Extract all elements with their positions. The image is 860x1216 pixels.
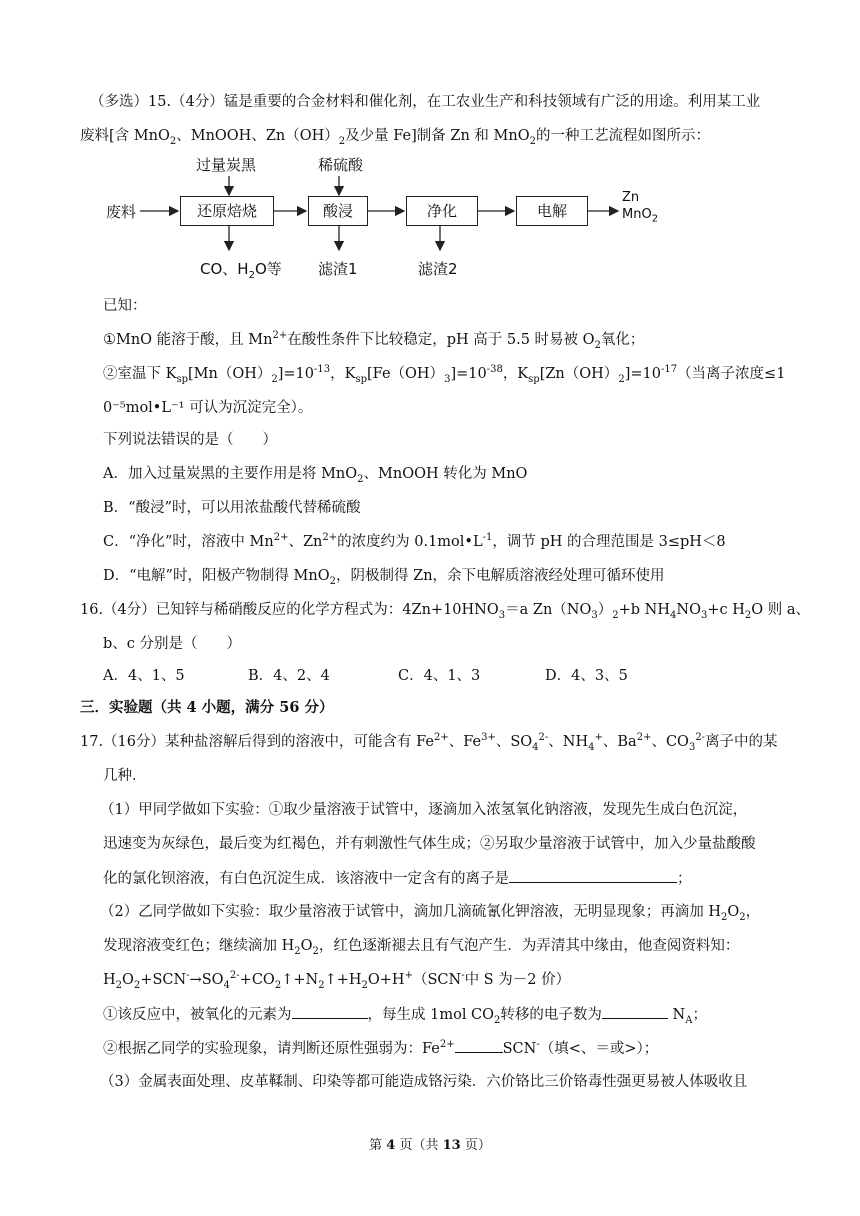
q17-p2-line2: 发现溶液变红色；继续滴加 $H_2O_2$，红色逐渐褪去且有气泡产生．为弄清其中缘由，他查阅资料知： [103,938,740,957]
q15-line2: 废料[含 MnO$_2$、MnOOH、$Zn(OH)_2$及少量 Fe]制备 Zn 和 MnO$_2$的一种工艺流程如图所示： [80,128,710,147]
q16-line1: 16.（4分）已知锌与稀硝酸反应的化学方程式为：$4Zn+10HNO_3=a$ $Zn(NO_3)_2+b$ $NH_4NO_3+c$ $H_2O$ 则 a、 [80,602,810,621]
q15-known-2-cont: 0⁻⁵mol•L⁻¹ 可认为沉淀完全）。 [103,400,313,416]
section-3-title: 三．实验题（共 4 小题，满分 56 分） [80,699,334,716]
q15-option-d[interactable]: D．“电解”时，阳极产物制得 MnO$_2$，阴极制得 Zn，余下电解质溶液经处理可循环使用 [103,568,665,587]
q16-option-c[interactable]: C．4、1、3 [398,668,481,684]
q17-line2: 几种． [103,768,147,784]
answer-blank-electrons[interactable] [602,1004,668,1019]
q17-equation: $H_2O_2+SCN^-\to SO_4^{2-}+CO_2↑+N_2↑+H_2O+H^+(SCN^-$中 S 为－2 价） [103,970,571,991]
q15-option-c[interactable]: C．“净化”时，溶液中 $Mn^{2+}$、$Zn^{2+}$的浓度约为 $0.1mol•L^{-1}$，调节 pH 的合理范围是 3≤pH＜8 [103,532,726,550]
q15-known: 已知： [103,298,147,314]
q17-p3: （3）金属表面处理、皮革鞣制、印染等都可能造成铬污染．六价铬比三价铬毒性强更易被人体吸收且 [100,1074,748,1090]
q17-p1-line1: （1）甲同学做如下实验：①取少量溶液于试管中，逐滴加入浓氢氧化钠溶液，发现先生成白色沉淀， [100,802,748,818]
q17-p1-line2: 迅速变为灰绿色，最后变为红褐色，并有刺激性气体生成；②另取少量溶液于试管中，加入少量盐酸酸 [103,836,756,852]
flow-bottom-residue1: 滤渣1 [318,260,358,278]
q17-q2: ②根据乙同学的实验现象，请判断还原性强弱为：$Fe^{2+}$ SCN-（填<、＝或>）； [103,1039,659,1057]
flow-output-mno2: MnO$_2$ [622,207,659,225]
q15-question: 下列说法错误的是（ ） [103,432,277,448]
q15-option-a[interactable]: A．加入过量炭黑的主要作用是将 MnO$_2$、MnOOH 转化为 MnO [103,466,528,485]
answer-blank-ions[interactable] [509,868,677,883]
q15-line1: （多选）15.（4分）锰是重要的合金材料和催化剂，在工农业生产和科技领域有广泛的用途。利用某工业 [90,94,761,110]
flow-top-carbon-black: 过量炭黑 [196,156,257,174]
flow-box-purification: 净化 [406,196,478,226]
q16-option-b[interactable]: B．4、2、4 [248,668,330,684]
flow-bottom-co-h2o: CO、$H_2O$等 [200,260,282,281]
flow-input-waste: 废料 [106,203,137,221]
answer-blank-compare[interactable] [455,1038,503,1053]
flow-box-electrolysis: 电解 [516,196,588,226]
flow-box-acid-leaching: 酸浸 [308,196,368,226]
flow-output-zn: Zn [622,190,640,205]
q16-option-a[interactable]: A．4、1、5 [103,668,185,684]
q17-p2-line1: （2）乙同学做如下实验：取少量溶液于试管中，滴加几滴硫氰化钾溶液，无明显现象；再滴加 $H_2O_2$， [100,904,761,923]
q16-option-d[interactable]: D．4、3、5 [545,668,628,684]
q17-q1: ①该反应中，被氧化的元素为 ，每生成 1mol $CO_2$转移的电子数为 $N_A$； [103,1004,707,1025]
q17-line1: 17.（16分）某种盐溶解后得到的溶液中，可能含有 $Fe^{2+}$、$Fe^{3+}$、$SO_4^{2-}$、$NH_4^+$、$Ba^{2+}$、$CO_3^{2-}$离子中的某 [80,732,778,753]
q15-known-1: ①MnO 能溶于酸，且 $Mn^{2+}$在酸性条件下比较稳定，pH 高于 5.5 时易被 $O_2$氧化； [103,330,645,351]
flow-bottom-residue2: 滤渣2 [418,260,458,278]
q15-option-b[interactable]: B．“酸浸”时，可以用浓盐酸代替稀硫酸 [103,500,361,516]
answer-blank-element[interactable] [292,1004,368,1019]
flow-box-reduction-roasting: 还原焙烧 [180,196,274,226]
flow-top-dilute-sulfuric-acid: 稀硫酸 [318,156,364,174]
q16-line2: b、c 分别是（ ） [103,636,242,652]
page-footer: 第 4 页（共 13 页） [369,1138,491,1153]
q17-p1-line3: 化的氯化钡溶液，有白色沉淀生成．该溶液中一定含有的离子是 ； [103,868,692,889]
q15-known-2: ②室温下 $K_{sp}[Mn(OH)_2]=10^{-13}$，$K_{sp}[Fe(OH)_3]=10^{-38}$，$K_{sp}[Zn(OH)_2]=10^{-17}$（当离子浓度≤1 [103,364,786,385]
